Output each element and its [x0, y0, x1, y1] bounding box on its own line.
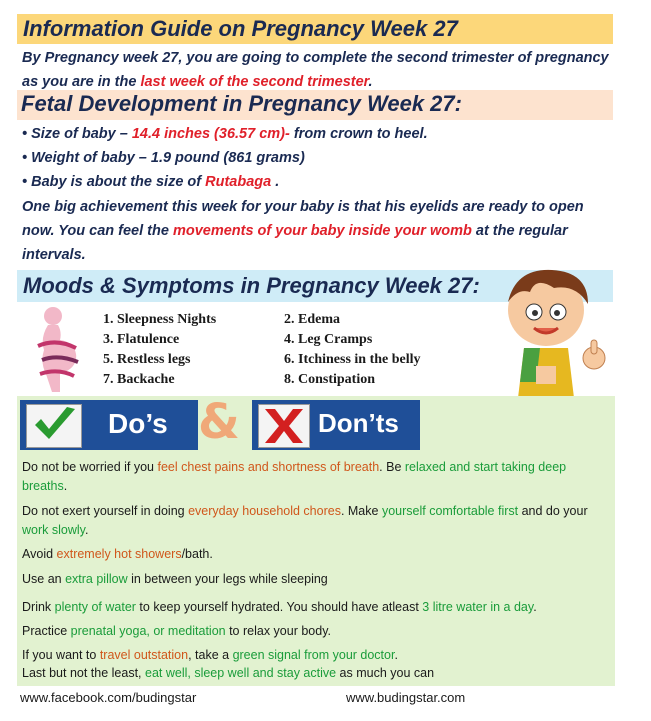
x-mark-icon [259, 405, 309, 447]
symptom-item: 8. Constipation [284, 372, 376, 387]
fetal-paragraph [22, 195, 602, 267]
bullet-icon: • [22, 126, 32, 142]
donts-label: Don’ts [318, 408, 399, 438]
title-bar [17, 14, 613, 44]
page-title: Information Guide on Pregnancy Week 27 [23, 16, 458, 41]
tip-item: Avoid extremely hot showers/bath. [22, 547, 213, 561]
size-suffix: from crown to heel. [289, 126, 428, 142]
fruit-value: Rutabaga [205, 174, 272, 190]
intro-text: By Pregnancy week 27, you are going to complete the second trimester of pregnancy as you are in the [22, 50, 609, 90]
donts-banner [252, 400, 420, 450]
size-value: 14.4 inches (36.57 cm)- [131, 126, 290, 142]
dos-label: Do’s [108, 408, 168, 439]
intro-highlight: last week of the second trimester [140, 74, 369, 90]
symptom-item: 2. Edema [284, 312, 340, 327]
bullet-icon: • [22, 150, 32, 166]
intro-paragraph [22, 46, 612, 94]
checkmark-icon [27, 405, 81, 447]
fetal-heading-bar [17, 90, 613, 120]
tip-item: Do not be worried if you feel chest pains and shortness of breath. Be relaxed and start taking deep breaths. [22, 460, 567, 493]
fetal-para-end: at the regular intervals. [22, 223, 568, 263]
fetal-para-highlight: movements of your baby inside your womb [172, 223, 472, 239]
pregnant-woman-icon [26, 304, 86, 394]
dos-banner [20, 400, 198, 450]
tip-item: If you want to travel outstation, take a green signal from your doctor. [22, 648, 398, 662]
bullet-icon: • [22, 174, 32, 190]
fetal-weight-line [22, 146, 612, 170]
moods-heading: Moods & Symptoms in Pregnancy Week 27: [23, 273, 480, 298]
fetal-fruit-line [22, 170, 612, 194]
symptom-item: 6. Itchiness in the belly [284, 352, 421, 367]
symptom-item: 5. Restless legs [103, 352, 191, 367]
symptom-item: 7. Backache [103, 372, 175, 387]
symptom-item: 1. Sleepness Nights [103, 312, 217, 327]
tip-item: Do not exert yourself in doing everyday household chores. Make yourself comfortable first and do your work slowly. [22, 504, 588, 537]
dos-checkbox [26, 404, 82, 448]
symptom-item: 3. Flatulence [103, 332, 180, 347]
tip-item: Use an extra pillow in between your legs while sleeping [22, 572, 328, 586]
donts-checkbox [258, 404, 310, 448]
fetal-heading: Fetal Development in Pregnancy Week 27: [21, 91, 462, 116]
weight-text: Weight of baby – 1.9 pound (861 grams) [31, 150, 305, 166]
fetal-para-text: One big achievement this week for your baby is that his eyelids are ready to open now. You can feel the [22, 199, 584, 239]
facebook-link[interactable]: www.facebook.com/budingstar [20, 690, 197, 705]
tip-item: Practice prenatal yoga, or meditation to relax your body. [22, 624, 331, 638]
intro-end: . [368, 74, 373, 90]
size-prefix: Size of baby – [31, 126, 132, 142]
ampersand: & [198, 394, 240, 450]
fetal-size-line [22, 122, 612, 146]
fruit-suffix: . [271, 174, 280, 190]
cartoon-boy-thumbs-up-icon [496, 262, 614, 402]
symptom-item: 4. Leg Cramps [284, 332, 373, 347]
fruit-prefix: Baby is about the size of [31, 174, 206, 190]
tip-item: Last but not the least, eat well, sleep well and stay active as much you can [22, 666, 435, 680]
website-link[interactable]: www.budingstar.com [346, 690, 466, 705]
tip-item: Drink plenty of water to keep yourself hydrated. You should have atleast 3 litre water in a day. [22, 600, 537, 614]
